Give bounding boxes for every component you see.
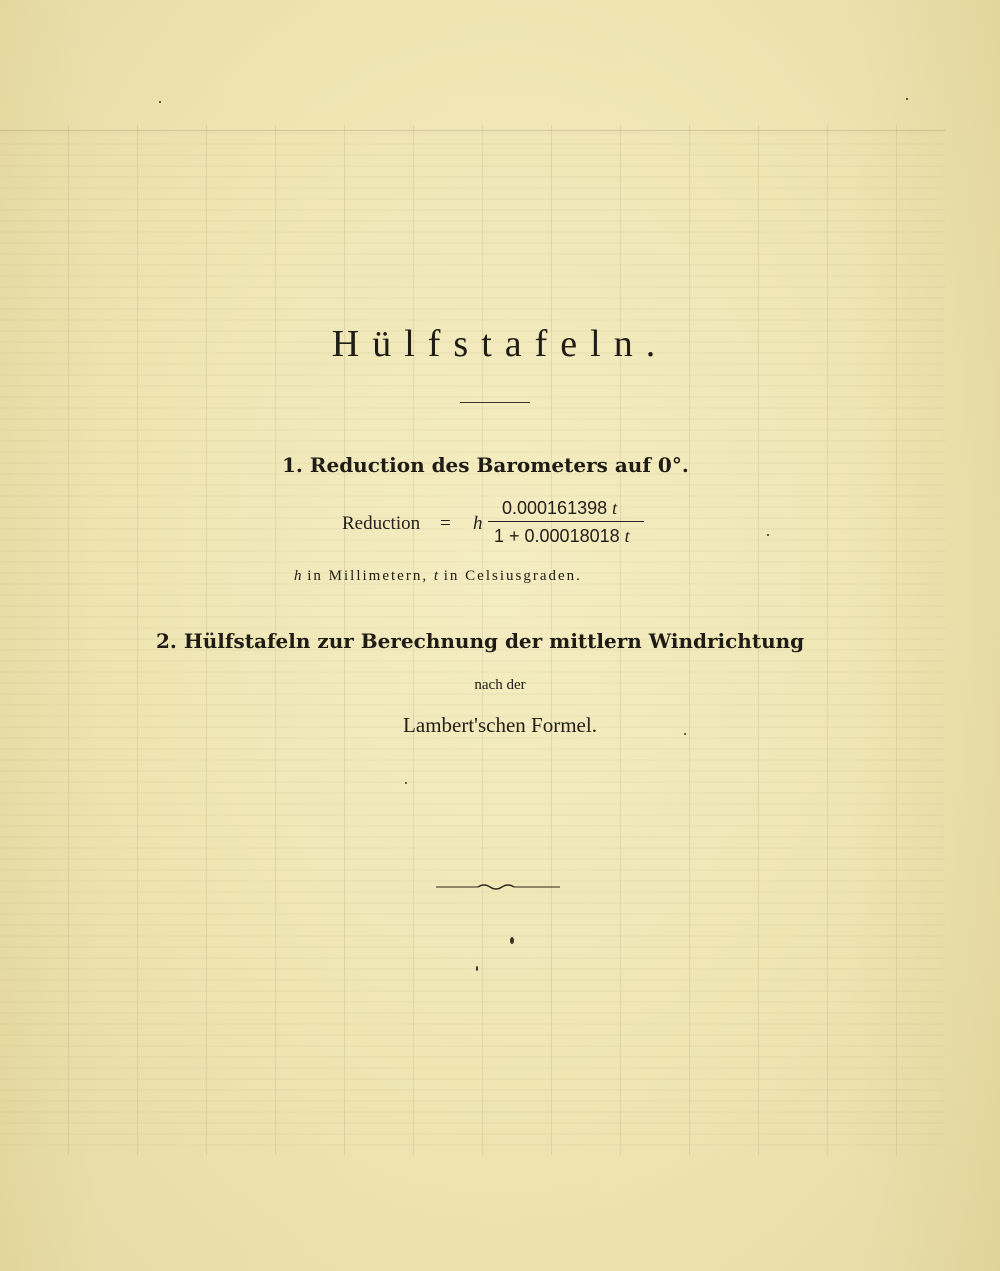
ink-speck xyxy=(476,966,478,971)
units-note xyxy=(294,568,582,585)
ink-speck xyxy=(767,534,769,536)
ink-speck xyxy=(510,937,514,944)
units-t-text: in Celsiusgraden. xyxy=(443,568,582,584)
numerator-var: t xyxy=(612,498,618,518)
section-1-heading: 1. Reduction des Barometers auf 0°. xyxy=(282,453,689,477)
units-h-var: h xyxy=(294,568,302,584)
ink-speck xyxy=(684,733,686,735)
formula-denominator xyxy=(494,526,630,547)
title-divider xyxy=(460,402,530,403)
ink-speck xyxy=(159,101,161,103)
ink-speck xyxy=(405,782,407,784)
formula-lhs: Reduction xyxy=(342,513,421,534)
section-2-sub2: Lambert'schen Formel. xyxy=(403,713,597,737)
section-2-sub1: nach der xyxy=(474,677,526,693)
ornament-divider xyxy=(436,880,560,894)
bleed-through-header xyxy=(0,62,560,102)
formula-factor: h xyxy=(473,513,483,534)
units-h-text: in Millimetern, xyxy=(307,568,429,584)
denominator-var: t xyxy=(624,526,630,546)
denominator-value: 1 + 0.00018018 xyxy=(494,526,620,546)
page-title: Hülfstafeln. xyxy=(331,323,669,365)
section-2-heading: 2. Hülfstafeln zur Berechnung der mittlern Windrichtung xyxy=(156,629,805,653)
formula-numerator xyxy=(502,498,617,519)
units-t-var: t xyxy=(433,568,438,584)
ink-speck xyxy=(906,98,908,100)
fraction-bar xyxy=(488,521,644,522)
numerator-value: 0.000161398 xyxy=(502,498,608,518)
formula-equals: = xyxy=(440,513,451,534)
reduction-formula xyxy=(342,496,662,552)
